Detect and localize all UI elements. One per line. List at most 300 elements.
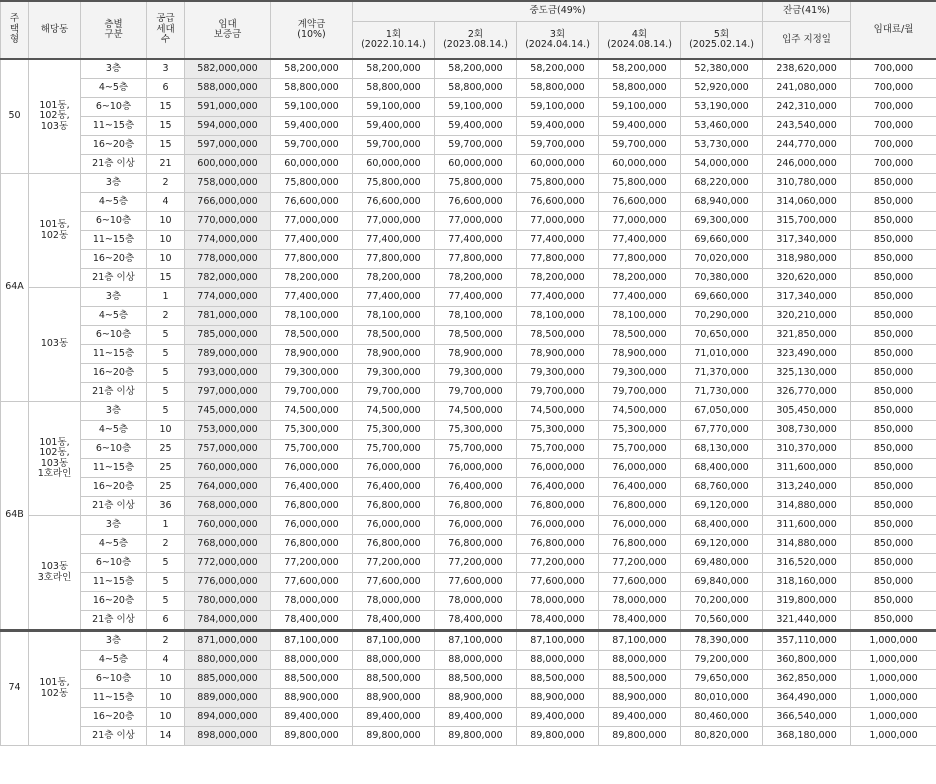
interim-3-cell: 77,600,000 — [517, 573, 599, 592]
rent-cell: 700,000 — [851, 59, 936, 79]
households-cell: 25 — [147, 478, 185, 497]
deposit-cell: 774,000,000 — [185, 231, 271, 250]
balance-cell: 310,370,000 — [763, 440, 851, 459]
interim-4-cell: 76,600,000 — [599, 193, 681, 212]
contract-cell: 79,300,000 — [271, 364, 353, 383]
floor-cell: 6~10층 — [81, 98, 147, 117]
rent-cell: 850,000 — [851, 307, 936, 326]
deposit-cell: 757,000,000 — [185, 440, 271, 459]
balance-cell: 321,850,000 — [763, 326, 851, 345]
interim-2-cell: 59,400,000 — [435, 117, 517, 136]
floor-cell: 21층 이상 — [81, 155, 147, 174]
balance-cell: 318,160,000 — [763, 573, 851, 592]
rent-cell: 700,000 — [851, 136, 936, 155]
interim-5-cell: 70,650,000 — [681, 326, 763, 345]
interim-4-cell: 59,400,000 — [599, 117, 681, 136]
interim-2-cell: 59,100,000 — [435, 98, 517, 117]
interim-4-cell: 77,600,000 — [599, 573, 681, 592]
floor-cell: 21층 이상 — [81, 269, 147, 288]
contract-cell: 78,100,000 — [271, 307, 353, 326]
rent-cell: 850,000 — [851, 402, 936, 421]
floor-cell: 6~10층 — [81, 212, 147, 231]
balance-cell: 325,130,000 — [763, 364, 851, 383]
households-cell: 6 — [147, 79, 185, 98]
interim-1-cell: 88,000,000 — [353, 651, 435, 670]
interim-1-cell: 89,800,000 — [353, 727, 435, 746]
interim-4-cell: 58,200,000 — [599, 59, 681, 79]
households-cell: 2 — [147, 535, 185, 554]
interim-3-cell: 77,000,000 — [517, 212, 599, 231]
interim-1-cell: 76,800,000 — [353, 497, 435, 516]
table-row — [1, 651, 936, 670]
rent-cell: 850,000 — [851, 611, 936, 631]
table-row — [1, 364, 936, 383]
interim-4-cell: 75,800,000 — [599, 174, 681, 193]
interim-5-cell: 71,730,000 — [681, 383, 763, 402]
floor-cell: 3층 — [81, 402, 147, 421]
rent-cell: 1,000,000 — [851, 651, 936, 670]
interim-4-cell: 75,300,000 — [599, 421, 681, 440]
households-cell: 1 — [147, 516, 185, 535]
deposit-cell: 781,000,000 — [185, 307, 271, 326]
deposit-cell: 784,000,000 — [185, 611, 271, 631]
interim-5-cell: 71,370,000 — [681, 364, 763, 383]
floor-cell: 16~20층 — [81, 250, 147, 269]
interim-1-cell: 77,400,000 — [353, 231, 435, 250]
interim-5-cell: 80,820,000 — [681, 727, 763, 746]
households-cell: 1 — [147, 288, 185, 307]
floor-cell: 3층 — [81, 174, 147, 193]
interim-5-cell: 52,920,000 — [681, 79, 763, 98]
households-cell: 10 — [147, 212, 185, 231]
interim-5-cell: 70,380,000 — [681, 269, 763, 288]
households-cell: 2 — [147, 307, 185, 326]
contract-cell: 77,800,000 — [271, 250, 353, 269]
floor-cell: 11~15층 — [81, 689, 147, 708]
balance-cell: 315,700,000 — [763, 212, 851, 231]
deposit-cell: 774,000,000 — [185, 288, 271, 307]
interim-3-cell: 76,000,000 — [517, 459, 599, 478]
balance-cell: 323,490,000 — [763, 345, 851, 364]
contract-cell: 78,200,000 — [271, 269, 353, 288]
balance-cell: 319,800,000 — [763, 592, 851, 611]
floor-cell: 16~20층 — [81, 136, 147, 155]
interim-1-cell: 59,700,000 — [353, 136, 435, 155]
interim-2-cell: 87,100,000 — [435, 631, 517, 651]
interim-3-cell: 75,700,000 — [517, 440, 599, 459]
contract-cell: 89,400,000 — [271, 708, 353, 727]
interim-4-cell: 76,400,000 — [599, 478, 681, 497]
rent-cell: 850,000 — [851, 535, 936, 554]
deposit-cell: 789,000,000 — [185, 345, 271, 364]
interim-5-cell: 70,290,000 — [681, 307, 763, 326]
interim-5-cell: 71,010,000 — [681, 345, 763, 364]
interim-1-cell: 77,600,000 — [353, 573, 435, 592]
dong-cell: 101동, 102동, 103동 1호라인 — [29, 402, 81, 516]
header-rent: 임대료/월 — [851, 1, 936, 59]
contract-cell: 78,900,000 — [271, 345, 353, 364]
deposit-cell: 591,000,000 — [185, 98, 271, 117]
table-row — [1, 402, 936, 421]
interim-5-cell: 80,460,000 — [681, 708, 763, 727]
floor-cell: 3층 — [81, 59, 147, 79]
deposit-cell: 764,000,000 — [185, 478, 271, 497]
interim-1-cell: 76,000,000 — [353, 459, 435, 478]
table-row — [1, 440, 936, 459]
table-row — [1, 535, 936, 554]
rent-cell: 700,000 — [851, 79, 936, 98]
interim-3-cell: 88,000,000 — [517, 651, 599, 670]
interim-5-cell: 79,650,000 — [681, 670, 763, 689]
interim-5-cell: 79,200,000 — [681, 651, 763, 670]
interim-2-cell: 77,200,000 — [435, 554, 517, 573]
balance-cell: 314,880,000 — [763, 497, 851, 516]
interim-2-cell: 76,600,000 — [435, 193, 517, 212]
interim-3-cell: 77,400,000 — [517, 231, 599, 250]
table-row — [1, 727, 936, 746]
deposit-cell: 745,000,000 — [185, 402, 271, 421]
floor-cell: 4~5층 — [81, 193, 147, 212]
rent-cell: 850,000 — [851, 174, 936, 193]
table-row — [1, 383, 936, 402]
interim-3-cell: 88,900,000 — [517, 689, 599, 708]
interim-4-cell: 76,800,000 — [599, 535, 681, 554]
contract-cell: 77,400,000 — [271, 288, 353, 307]
table-row — [1, 269, 936, 288]
interim-3-cell: 76,600,000 — [517, 193, 599, 212]
deposit-cell: 600,000,000 — [185, 155, 271, 174]
floor-cell: 6~10층 — [81, 554, 147, 573]
interim-1-cell: 89,400,000 — [353, 708, 435, 727]
interim-4-cell: 75,700,000 — [599, 440, 681, 459]
interim-3-cell: 79,300,000 — [517, 364, 599, 383]
interim-4-cell: 79,700,000 — [599, 383, 681, 402]
contract-cell: 76,800,000 — [271, 535, 353, 554]
contract-cell: 87,100,000 — [271, 631, 353, 651]
table-row — [1, 554, 936, 573]
interim-5-cell: 68,400,000 — [681, 516, 763, 535]
interim-2-cell: 79,700,000 — [435, 383, 517, 402]
interim-4-cell: 77,000,000 — [599, 212, 681, 231]
interim-3-cell: 88,500,000 — [517, 670, 599, 689]
interim-3-cell: 78,200,000 — [517, 269, 599, 288]
interim-3-cell: 58,200,000 — [517, 59, 599, 79]
table-row — [1, 307, 936, 326]
floor-cell: 21층 이상 — [81, 383, 147, 402]
deposit-cell: 793,000,000 — [185, 364, 271, 383]
deposit-cell: 885,000,000 — [185, 670, 271, 689]
deposit-cell: 780,000,000 — [185, 592, 271, 611]
interim-4-cell: 78,200,000 — [599, 269, 681, 288]
table-row — [1, 516, 936, 535]
table-row — [1, 573, 936, 592]
interim-2-cell: 78,000,000 — [435, 592, 517, 611]
interim-1-cell: 58,800,000 — [353, 79, 435, 98]
deposit-cell: 776,000,000 — [185, 573, 271, 592]
dong-cell: 103동 — [29, 288, 81, 402]
balance-cell: 241,080,000 — [763, 79, 851, 98]
contract-cell: 78,500,000 — [271, 326, 353, 345]
interim-1-cell: 77,800,000 — [353, 250, 435, 269]
interim-4-cell: 59,100,000 — [599, 98, 681, 117]
header-interim-4: 4회 (2024.08.14.) — [599, 22, 681, 60]
contract-cell: 89,800,000 — [271, 727, 353, 746]
deposit-cell: 894,000,000 — [185, 708, 271, 727]
interim-5-cell: 53,460,000 — [681, 117, 763, 136]
deposit-cell: 768,000,000 — [185, 497, 271, 516]
header-dong: 해당동 — [29, 1, 81, 59]
dong-cell: 103동 3호라인 — [29, 516, 81, 631]
table-body — [1, 59, 936, 746]
interim-2-cell: 75,800,000 — [435, 174, 517, 193]
interim-2-cell: 78,200,000 — [435, 269, 517, 288]
households-cell: 6 — [147, 611, 185, 631]
deposit-cell: 768,000,000 — [185, 535, 271, 554]
households-cell: 10 — [147, 231, 185, 250]
floor-cell: 4~5층 — [81, 535, 147, 554]
deposit-cell: 760,000,000 — [185, 459, 271, 478]
interim-2-cell: 75,300,000 — [435, 421, 517, 440]
households-cell: 5 — [147, 364, 185, 383]
contract-cell: 88,000,000 — [271, 651, 353, 670]
interim-5-cell: 53,730,000 — [681, 136, 763, 155]
households-cell: 10 — [147, 421, 185, 440]
balance-cell: 357,110,000 — [763, 631, 851, 651]
balance-cell: 308,730,000 — [763, 421, 851, 440]
contract-cell: 77,600,000 — [271, 573, 353, 592]
interim-5-cell: 52,380,000 — [681, 59, 763, 79]
interim-1-cell: 59,100,000 — [353, 98, 435, 117]
rent-cell: 850,000 — [851, 326, 936, 345]
floor-cell: 4~5층 — [81, 79, 147, 98]
deposit-cell: 871,000,000 — [185, 631, 271, 651]
table-row — [1, 631, 936, 651]
rent-cell: 1,000,000 — [851, 689, 936, 708]
interim-5-cell: 68,220,000 — [681, 174, 763, 193]
floor-cell: 21층 이상 — [81, 611, 147, 631]
interim-3-cell: 78,000,000 — [517, 592, 599, 611]
households-cell: 4 — [147, 651, 185, 670]
balance-cell: 321,440,000 — [763, 611, 851, 631]
balance-cell: 360,800,000 — [763, 651, 851, 670]
interim-5-cell: 69,840,000 — [681, 573, 763, 592]
interim-4-cell: 89,800,000 — [599, 727, 681, 746]
interim-4-cell: 78,000,000 — [599, 592, 681, 611]
header-balance: 잔금(41%) — [763, 1, 851, 22]
deposit-cell: 588,000,000 — [185, 79, 271, 98]
interim-4-cell: 79,300,000 — [599, 364, 681, 383]
households-cell: 2 — [147, 631, 185, 651]
table-row — [1, 497, 936, 516]
header-interim-5: 5회 (2025.02.14.) — [681, 22, 763, 60]
interim-3-cell: 74,500,000 — [517, 402, 599, 421]
interim-5-cell: 80,010,000 — [681, 689, 763, 708]
interim-2-cell: 88,000,000 — [435, 651, 517, 670]
deposit-cell: 760,000,000 — [185, 516, 271, 535]
interim-5-cell: 69,660,000 — [681, 231, 763, 250]
rent-cell: 850,000 — [851, 421, 936, 440]
rent-cell: 1,000,000 — [851, 727, 936, 746]
table-row — [1, 345, 936, 364]
interim-3-cell: 59,100,000 — [517, 98, 599, 117]
contract-cell: 60,000,000 — [271, 155, 353, 174]
rent-cell: 1,000,000 — [851, 670, 936, 689]
table-row — [1, 288, 936, 307]
interim-1-cell: 78,100,000 — [353, 307, 435, 326]
households-cell: 25 — [147, 440, 185, 459]
interim-3-cell: 75,800,000 — [517, 174, 599, 193]
rent-cell: 850,000 — [851, 478, 936, 497]
interim-1-cell: 87,100,000 — [353, 631, 435, 651]
deposit-cell: 889,000,000 — [185, 689, 271, 708]
type-cell: 50 — [1, 59, 29, 174]
floor-cell: 6~10층 — [81, 670, 147, 689]
interim-3-cell: 76,800,000 — [517, 535, 599, 554]
households-cell: 15 — [147, 98, 185, 117]
floor-cell: 16~20층 — [81, 364, 147, 383]
interim-4-cell: 76,800,000 — [599, 497, 681, 516]
households-cell: 10 — [147, 250, 185, 269]
interim-2-cell: 58,800,000 — [435, 79, 517, 98]
interim-4-cell: 77,400,000 — [599, 288, 681, 307]
rent-cell: 850,000 — [851, 573, 936, 592]
interim-4-cell: 78,500,000 — [599, 326, 681, 345]
interim-5-cell: 70,200,000 — [681, 592, 763, 611]
deposit-cell: 753,000,000 — [185, 421, 271, 440]
households-cell: 5 — [147, 326, 185, 345]
table-row — [1, 478, 936, 497]
deposit-cell: 582,000,000 — [185, 59, 271, 79]
interim-2-cell: 76,800,000 — [435, 535, 517, 554]
households-cell: 15 — [147, 117, 185, 136]
interim-3-cell: 58,800,000 — [517, 79, 599, 98]
header-interim: 중도금(49%) — [353, 1, 763, 22]
interim-2-cell: 78,400,000 — [435, 611, 517, 631]
floor-cell: 11~15층 — [81, 459, 147, 478]
contract-cell: 88,900,000 — [271, 689, 353, 708]
balance-cell: 314,060,000 — [763, 193, 851, 212]
table-row — [1, 459, 936, 478]
households-cell: 15 — [147, 136, 185, 155]
header-type: 주 택 형 — [1, 1, 29, 59]
balance-cell: 320,210,000 — [763, 307, 851, 326]
interim-2-cell: 77,400,000 — [435, 231, 517, 250]
contract-cell: 76,000,000 — [271, 459, 353, 478]
interim-1-cell: 58,200,000 — [353, 59, 435, 79]
floor-cell: 4~5층 — [81, 651, 147, 670]
interim-5-cell: 67,050,000 — [681, 402, 763, 421]
floor-cell: 11~15층 — [81, 573, 147, 592]
contract-cell: 78,000,000 — [271, 592, 353, 611]
contract-cell: 77,400,000 — [271, 231, 353, 250]
interim-3-cell: 59,400,000 — [517, 117, 599, 136]
interim-2-cell: 89,400,000 — [435, 708, 517, 727]
interim-3-cell: 75,300,000 — [517, 421, 599, 440]
interim-5-cell: 68,400,000 — [681, 459, 763, 478]
interim-1-cell: 77,200,000 — [353, 554, 435, 573]
interim-2-cell: 60,000,000 — [435, 155, 517, 174]
interim-5-cell: 69,120,000 — [681, 497, 763, 516]
rent-cell: 700,000 — [851, 117, 936, 136]
deposit-cell: 797,000,000 — [185, 383, 271, 402]
households-cell: 5 — [147, 345, 185, 364]
contract-cell: 75,800,000 — [271, 174, 353, 193]
type-cell: 64B — [1, 402, 29, 631]
balance-cell: 318,980,000 — [763, 250, 851, 269]
deposit-cell: 880,000,000 — [185, 651, 271, 670]
interim-5-cell: 53,190,000 — [681, 98, 763, 117]
balance-cell: 246,000,000 — [763, 155, 851, 174]
interim-3-cell: 77,200,000 — [517, 554, 599, 573]
rent-cell: 850,000 — [851, 516, 936, 535]
deposit-cell: 597,000,000 — [185, 136, 271, 155]
interim-3-cell: 77,800,000 — [517, 250, 599, 269]
table-row — [1, 193, 936, 212]
table-row — [1, 670, 936, 689]
floor-cell: 4~5층 — [81, 307, 147, 326]
interim-3-cell: 76,000,000 — [517, 516, 599, 535]
deposit-cell: 782,000,000 — [185, 269, 271, 288]
floor-cell: 3층 — [81, 288, 147, 307]
interim-3-cell: 89,800,000 — [517, 727, 599, 746]
interim-2-cell: 58,200,000 — [435, 59, 517, 79]
interim-2-cell: 77,600,000 — [435, 573, 517, 592]
floor-cell: 6~10층 — [81, 326, 147, 345]
balance-cell: 244,770,000 — [763, 136, 851, 155]
households-cell: 5 — [147, 402, 185, 421]
rent-cell: 850,000 — [851, 554, 936, 573]
deposit-cell: 778,000,000 — [185, 250, 271, 269]
interim-1-cell: 78,200,000 — [353, 269, 435, 288]
deposit-cell: 594,000,000 — [185, 117, 271, 136]
floor-cell: 11~15층 — [81, 345, 147, 364]
interim-2-cell: 59,700,000 — [435, 136, 517, 155]
dong-cell: 101동, 102동 — [29, 174, 81, 288]
balance-cell: 314,880,000 — [763, 535, 851, 554]
households-cell: 21 — [147, 155, 185, 174]
floor-cell: 21층 이상 — [81, 497, 147, 516]
contract-cell: 88,500,000 — [271, 670, 353, 689]
floor-cell: 16~20층 — [81, 708, 147, 727]
interim-1-cell: 74,500,000 — [353, 402, 435, 421]
interim-5-cell: 68,760,000 — [681, 478, 763, 497]
table-row — [1, 59, 936, 79]
deposit-cell: 772,000,000 — [185, 554, 271, 573]
households-cell: 10 — [147, 670, 185, 689]
households-cell: 5 — [147, 573, 185, 592]
interim-3-cell: 87,100,000 — [517, 631, 599, 651]
interim-4-cell: 78,400,000 — [599, 611, 681, 631]
contract-cell: 76,600,000 — [271, 193, 353, 212]
interim-1-cell: 77,400,000 — [353, 288, 435, 307]
contract-cell: 77,200,000 — [271, 554, 353, 573]
interim-2-cell: 74,500,000 — [435, 402, 517, 421]
header-interim-1: 1회 (2022.10.14.) — [353, 22, 435, 60]
deposit-cell: 758,000,000 — [185, 174, 271, 193]
header-households: 공급 세대 수 — [147, 1, 185, 59]
interim-5-cell: 70,020,000 — [681, 250, 763, 269]
interim-2-cell: 75,700,000 — [435, 440, 517, 459]
interim-1-cell: 76,600,000 — [353, 193, 435, 212]
interim-4-cell: 88,000,000 — [599, 651, 681, 670]
interim-4-cell: 77,800,000 — [599, 250, 681, 269]
table-row — [1, 326, 936, 345]
table-row — [1, 117, 936, 136]
interim-1-cell: 78,400,000 — [353, 611, 435, 631]
balance-cell: 366,540,000 — [763, 708, 851, 727]
interim-5-cell: 67,770,000 — [681, 421, 763, 440]
dong-cell: 101동, 102동 — [29, 631, 81, 746]
